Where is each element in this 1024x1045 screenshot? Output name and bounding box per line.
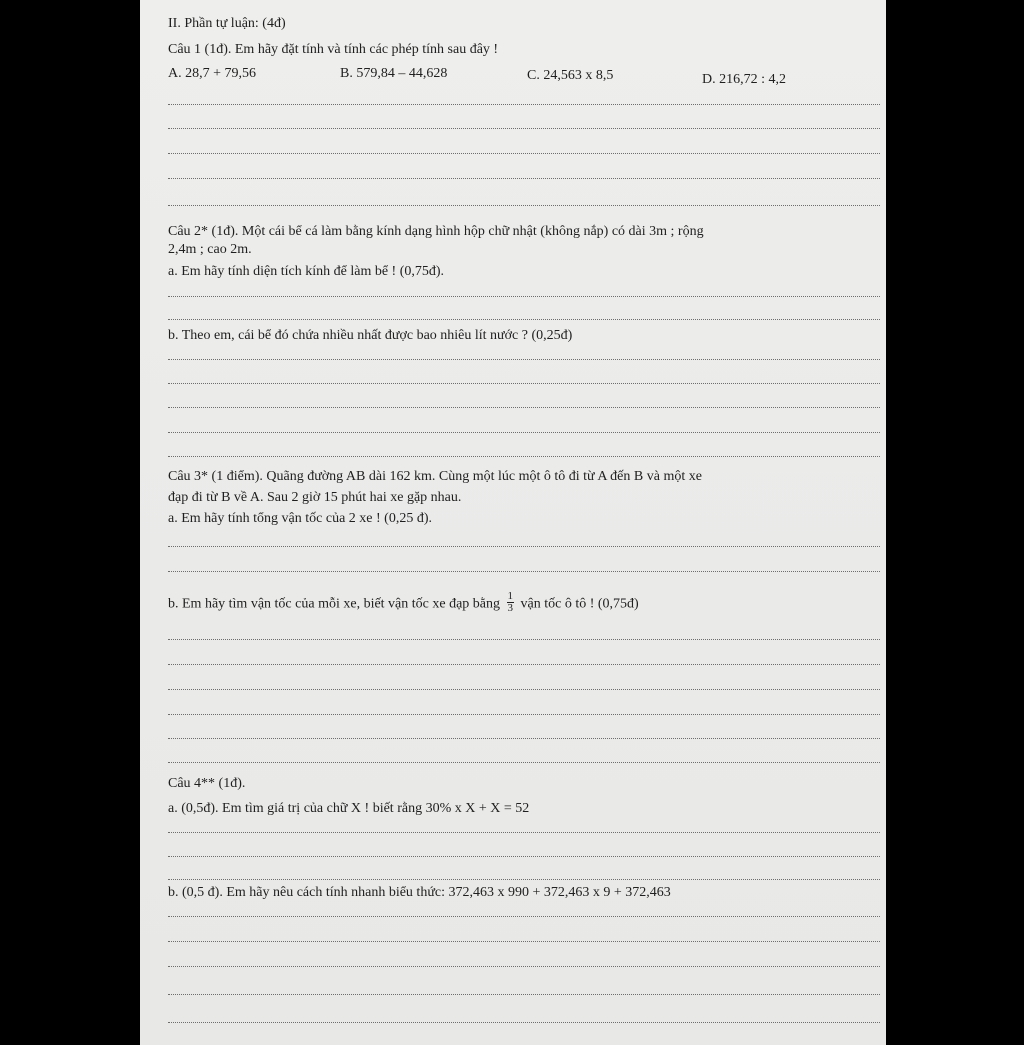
fraction-numerator: 1 bbox=[507, 590, 514, 602]
question-3-part-a: a. Em hãy tính tổng vận tốc của 2 xe ! (0,25 đ). bbox=[168, 511, 432, 526]
answer-line[interactable] bbox=[168, 994, 880, 995]
answer-line[interactable] bbox=[168, 738, 880, 739]
answer-line[interactable] bbox=[168, 664, 880, 665]
question-4-part-a: a. (0,5đ). Em tìm giá trị của chữ X ! biết rằng 30% x X + X = 52 bbox=[168, 801, 530, 816]
question-1-text: Câu 1 (1đ). Em hãy đặt tính và tính các phép tính sau đây ! bbox=[168, 42, 499, 57]
question-3-part-b bbox=[168, 590, 639, 616]
answer-line[interactable] bbox=[168, 383, 880, 384]
question-4-title: Câu 4** (1đ). bbox=[168, 776, 246, 791]
answer-line[interactable] bbox=[168, 966, 880, 967]
answer-line[interactable] bbox=[168, 104, 880, 105]
question-3-part-b-text: b. Em hãy tìm vận tốc của mỗi xe, biết vận tốc xe đạp bằng bbox=[168, 596, 501, 612]
question-2-text-line-1: Câu 2* (1đ). Một cái bể cá làm bằng kính dạng hình hộp chữ nhật (không nắp) có dài 3m ; rộng bbox=[168, 224, 704, 239]
answer-line[interactable] bbox=[168, 128, 880, 129]
fraction-one-third bbox=[507, 591, 515, 614]
worksheet-page bbox=[140, 0, 886, 1045]
question-3-part-b-text-end: vận tốc ô tô ! (0,75đ) bbox=[520, 596, 639, 612]
answer-line[interactable] bbox=[168, 689, 880, 690]
question-3-text-line-2: đạp đi từ B về A. Sau 2 giờ 15 phút hai xe gặp nhau. bbox=[168, 490, 462, 505]
question-2-text-line-2: 2,4m ; cao 2m. bbox=[168, 242, 252, 257]
answer-line[interactable] bbox=[168, 639, 880, 640]
answer-line[interactable] bbox=[168, 456, 880, 457]
fraction-denominator: 3 bbox=[507, 602, 514, 614]
answer-line[interactable] bbox=[168, 1022, 880, 1023]
answer-line[interactable] bbox=[168, 571, 880, 572]
question-3-text-line-1: Câu 3* (1 điểm). Quãng đường AB dài 162 km. Cùng một lúc một ô tô đi từ A đến B và một xe bbox=[168, 469, 702, 484]
answer-line[interactable] bbox=[168, 762, 880, 763]
answer-line[interactable] bbox=[168, 832, 880, 833]
answer-line[interactable] bbox=[168, 879, 880, 880]
answer-line[interactable] bbox=[168, 432, 880, 433]
answer-line[interactable] bbox=[168, 178, 880, 179]
question-1-option-a: A. 28,7 + 79,56 bbox=[168, 66, 257, 81]
answer-line[interactable] bbox=[168, 296, 880, 297]
answer-line[interactable] bbox=[168, 714, 880, 715]
answer-line[interactable] bbox=[168, 856, 880, 857]
question-1-option-b: B. 579,84 – 44,628 bbox=[340, 66, 448, 81]
answer-line[interactable] bbox=[168, 359, 880, 360]
answer-line[interactable] bbox=[168, 407, 880, 408]
section-title: II. Phần tự luận: (4đ) bbox=[168, 16, 286, 31]
question-1-option-c: C. 24,563 x 8,5 bbox=[527, 68, 614, 83]
question-1-option-d: D. 216,72 : 4,2 bbox=[702, 72, 786, 87]
answer-line[interactable] bbox=[168, 205, 880, 206]
answer-line[interactable] bbox=[168, 546, 880, 547]
answer-line[interactable] bbox=[168, 916, 880, 917]
question-4-part-b: b. (0,5 đ). Em hãy nêu cách tính nhanh biểu thức: 372,463 x 990 + 372,463 x 9 + 372,463 bbox=[168, 885, 671, 900]
question-2-part-a: a. Em hãy tính diện tích kính để làm bể ! (0,75đ). bbox=[168, 264, 445, 279]
answer-line[interactable] bbox=[168, 153, 880, 154]
answer-line[interactable] bbox=[168, 941, 880, 942]
question-2-part-b: b. Theo em, cái bể đó chứa nhiều nhất được bao nhiêu lít nước ? (0,25đ) bbox=[168, 328, 573, 343]
answer-line[interactable] bbox=[168, 319, 880, 320]
